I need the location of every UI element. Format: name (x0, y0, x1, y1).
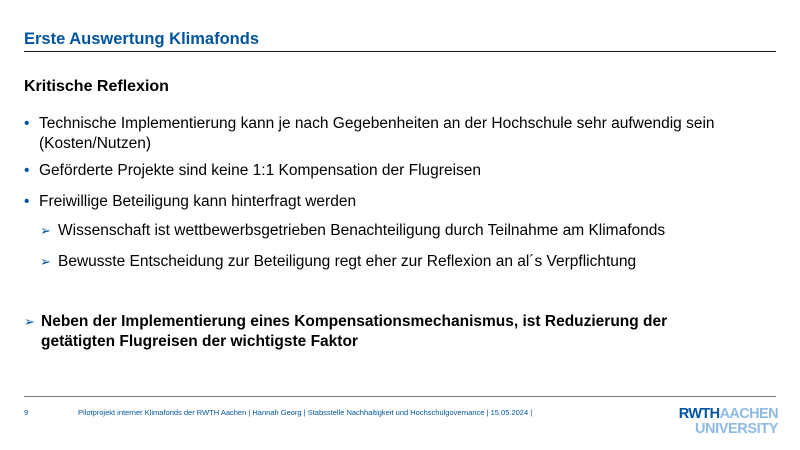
bullet-text: Geförderte Projekte sind keine 1:1 Kompensation der Flugreisen (39, 162, 481, 179)
title-divider (24, 51, 776, 52)
conclusion-text-line: Neben der Implementierung eines Kompensationsmechanismus, ist Reduzierung der (41, 313, 668, 330)
slide-title: Erste Auswertung Klimafonds (24, 30, 260, 48)
logo-line-1 (679, 406, 778, 422)
bullet-text-line: (Kosten/Nutzen) (39, 135, 151, 152)
bullet-text (39, 114, 715, 154)
bullet-text: Freiwillige Beteiligung kann hinterfragt werden (39, 193, 357, 210)
arrow-bullet-icon: ➢ (40, 254, 51, 269)
footer-divider (24, 396, 776, 397)
bullet-text-line: Technische Implementierung kann je nach Gegebenheiten an der Hochschule sehr aufwendig sein (39, 115, 715, 132)
bullet-item (24, 161, 481, 181)
bullet-dot-icon: • (24, 115, 30, 132)
logo-university: UNIVERSITY (694, 421, 778, 437)
logo-rwth: RWTH (678, 406, 720, 422)
conclusion-text (41, 312, 667, 352)
bullet-dot-icon: • (24, 162, 30, 179)
logo-aachen: AACHEN (719, 406, 778, 422)
sub-bullet-item (40, 221, 665, 241)
footer-text: Pilotprojekt interner Klimafonds der RWTH Aachen | Hannah Georg | Stabsstelle Nachhaltigkeit und Hochschulgovernance | 15.05.2024 | (78, 408, 533, 417)
conclusion-text-line: getätigten Flugreisen der wichtigste Faktor (41, 333, 358, 350)
bullet-dot-icon: • (24, 193, 30, 210)
bullet-item (24, 192, 356, 212)
arrow-bullet-icon: ➢ (24, 314, 35, 329)
bullet-item (24, 114, 774, 154)
sub-bullet-item (40, 252, 636, 272)
conclusion-statement (24, 312, 764, 352)
section-heading: Kritische Reflexion (24, 78, 169, 95)
page-number: 9 (24, 408, 29, 417)
rwth-aachen-university-logo (676, 406, 778, 438)
sub-bullet-text: Bewusste Entscheidung zur Beteiligung regt eher zur Reflexion an al´s Verpflichtung (58, 253, 637, 270)
arrow-bullet-icon: ➢ (40, 223, 51, 238)
sub-bullet-text: Wissenschaft ist wettbewerbsgetrieben Benachteiligung durch Teilnahme am Klimafonds (58, 222, 666, 239)
